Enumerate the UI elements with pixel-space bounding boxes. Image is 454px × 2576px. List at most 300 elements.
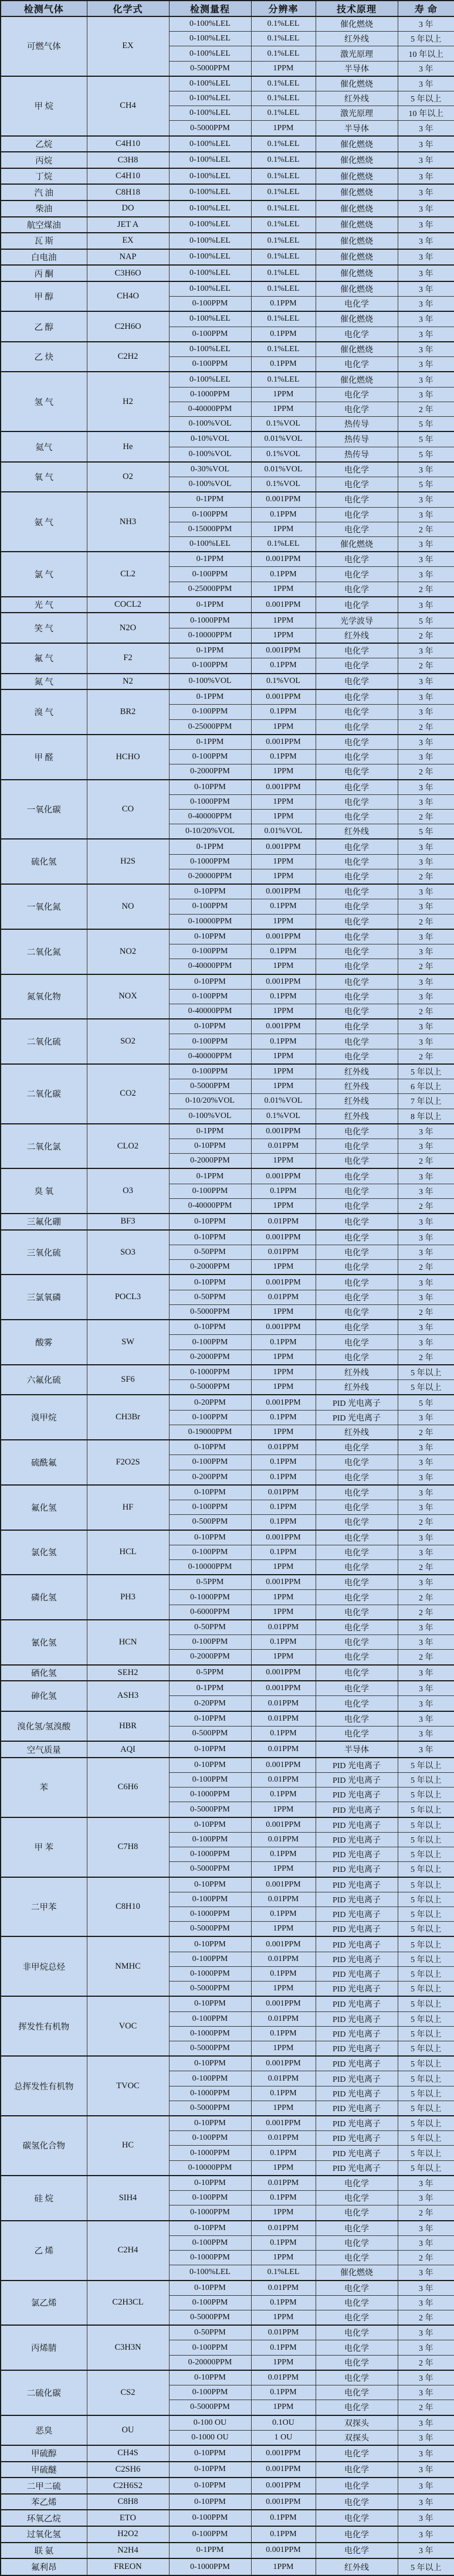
gas-name-cell: 氟利昂 — [1, 2558, 87, 2575]
range-cell: 0-10PPM — [169, 2116, 251, 2131]
principle-cell: 电化学 — [316, 1620, 398, 1635]
principle-cell: PID 光电离子 — [316, 1832, 398, 1847]
formula-cell: CL2 — [87, 552, 169, 597]
range-cell: 0-100 OU — [169, 2415, 251, 2431]
formula-cell: PH3 — [87, 1575, 169, 1620]
resolution-cell: 1PPM — [251, 1380, 316, 1395]
table-row — [1, 2176, 454, 2191]
resolution-cell: 0.1%LEL — [251, 200, 316, 217]
range-cell: 0-1PPM — [169, 492, 251, 507]
principle-cell: 电化学 — [316, 297, 398, 312]
formula-cell: HF — [87, 1485, 169, 1530]
lifespan-cell: 3 年 — [398, 2295, 454, 2310]
principle-cell: 电化学 — [316, 1696, 398, 1711]
gas-name-cell: 氰化氢 — [1, 1620, 87, 1665]
resolution-cell: 0.001PPM — [251, 552, 316, 567]
lifespan-cell: 3 年 — [398, 2510, 454, 2526]
formula-cell: SEH2 — [87, 1665, 169, 1681]
table-row — [1, 735, 454, 750]
range-cell: 0-1000PPM — [169, 1787, 251, 1802]
range-cell: 0-5000PPM — [169, 2400, 251, 2415]
resolution-cell: 1PPM — [251, 1198, 316, 1214]
lifespan-cell: 5 年以上 — [398, 1982, 454, 1997]
principle-cell: 电化学 — [316, 552, 398, 567]
resolution-cell: 0.001PPM — [251, 1681, 316, 1696]
range-cell: 0-100%LEL — [169, 184, 251, 200]
gas-name-cell: 二氧化硫 — [1, 1019, 87, 1064]
lifespan-cell: 2 年 — [398, 869, 454, 884]
range-cell: 0-10PPM — [169, 1877, 251, 1892]
principle-cell: 催化燃烧 — [316, 2265, 398, 2281]
range-cell: 0-100PPM — [169, 2071, 251, 2086]
principle-cell: 电化学 — [316, 2295, 398, 2310]
lifespan-cell: 3 年 — [398, 1440, 454, 1455]
lifespan-cell: 3 年 — [398, 536, 454, 552]
table-row — [1, 929, 454, 944]
gas-name-cell: 汽 油 — [1, 184, 87, 200]
principle-cell: 电化学 — [316, 2325, 398, 2340]
gas-name-cell: 乙 醇 — [1, 311, 87, 342]
formula-cell: N2O — [87, 613, 169, 643]
resolution-cell: 0.1%VOL — [251, 674, 316, 690]
principle-cell: 电化学 — [316, 1485, 398, 1500]
resolution-cell: 1PPM — [251, 1425, 316, 1440]
principle-cell: 红外线 — [316, 628, 398, 643]
resolution-cell: 1PPM — [251, 2355, 316, 2370]
gas-name-cell: 二硫化碳 — [1, 2370, 87, 2415]
resolution-cell: 0.1%LEL — [251, 136, 316, 152]
gas-name-cell: 三氯氧磷 — [1, 1275, 87, 1320]
range-cell: 0-1PPM — [169, 689, 251, 705]
resolution-cell: 0.001PPM — [251, 1877, 316, 1892]
gas-name-cell: 氧 气 — [1, 462, 87, 492]
formula-cell: N2 — [87, 674, 169, 690]
principle-cell: 催化燃烧 — [316, 233, 398, 249]
resolution-cell: 0.1PPM — [251, 1470, 316, 1485]
table-row — [1, 1575, 454, 1590]
gas-name-cell: 臭 氧 — [1, 1168, 87, 1214]
resolution-cell: 0.001PPM — [251, 1817, 316, 1833]
principle-cell: 电化学 — [316, 1515, 398, 1530]
range-cell: 0-100PPM — [169, 1832, 251, 1847]
principle-cell: 电化学 — [316, 1470, 398, 1485]
principle-cell: 电化学 — [316, 869, 398, 884]
resolution-cell: 0.001PPM — [251, 2056, 316, 2071]
lifespan-cell: 3 年 — [398, 61, 454, 76]
table-row — [1, 1936, 454, 1952]
resolution-cell: 0.001PPM — [251, 1936, 316, 1952]
table-row — [1, 136, 454, 152]
resolution-cell: 0.1PPM — [251, 2526, 316, 2543]
table-row — [1, 1019, 454, 1034]
formula-cell: C4H10 — [87, 136, 169, 152]
table-row — [1, 492, 454, 507]
resolution-cell: 0.001PPM — [251, 1530, 316, 1545]
lifespan-cell: 2 年 — [398, 719, 454, 735]
principle-cell: 电化学 — [316, 1545, 398, 1559]
table-row — [1, 1320, 454, 1335]
lifespan-cell: 3 年 — [398, 1184, 454, 1198]
resolution-cell: 1PPM — [251, 2558, 316, 2575]
range-cell: 0-100PPM — [169, 944, 251, 959]
range-cell: 0-20PPM — [169, 1696, 251, 1711]
range-cell: 0-1000PPM — [169, 2558, 251, 2575]
principle-cell: 催化燃烧 — [316, 168, 398, 185]
principle-cell: 电化学 — [316, 2400, 398, 2415]
lifespan-cell: 5 年以上 — [398, 2160, 454, 2176]
lifespan-cell: 3 年 — [398, 899, 454, 914]
lifespan-cell: 3 年 — [398, 76, 454, 91]
gas-name-cell: 硫化氢 — [1, 839, 87, 884]
range-cell: 0-20000PPM — [169, 2355, 251, 2370]
lifespan-cell: 3 年 — [398, 462, 454, 477]
table-row — [1, 462, 454, 477]
range-cell: 0-100PPM — [169, 1034, 251, 1049]
principle-cell: 电化学 — [316, 719, 398, 735]
resolution-cell: 1PPM — [251, 1605, 316, 1620]
principle-cell: 电化学 — [316, 854, 398, 869]
lifespan-cell: 3 年 — [398, 2445, 454, 2462]
range-cell: 0-10PPM — [169, 1996, 251, 2011]
range-cell: 0-1PPM — [169, 839, 251, 854]
principle-cell: PID 光电离子 — [316, 1892, 398, 1906]
gas-name-cell: 丙烯腈 — [1, 2325, 87, 2370]
gas-name-cell: 硅 烷 — [1, 2176, 87, 2221]
resolution-cell: 0.001PPM — [251, 929, 316, 944]
range-cell: 0-100%LEL — [169, 136, 251, 152]
principle-cell: 电化学 — [316, 959, 398, 974]
formula-cell: SF6 — [87, 1365, 169, 1395]
lifespan-cell: 5 年 — [398, 824, 454, 840]
range-cell: 0-100PPM — [169, 1773, 251, 1787]
range-cell: 0-5000PPM — [169, 1922, 251, 1937]
table-row — [1, 1064, 454, 1079]
principle-cell: PID 光电离子 — [316, 2011, 398, 2026]
principle-cell: 电化学 — [316, 944, 398, 959]
gas-name-cell: 苯 — [1, 1758, 87, 1817]
range-cell: 0-1PPM — [169, 552, 251, 567]
table-row — [1, 200, 454, 217]
resolution-cell: 0.001PPM — [251, 597, 316, 613]
formula-cell: C7H8 — [87, 1817, 169, 1877]
formula-cell: F2 — [87, 643, 169, 674]
resolution-cell: 0.1%LEL — [251, 281, 316, 297]
gas-name-cell: 丙 酮 — [1, 265, 87, 281]
formula-cell: CLO2 — [87, 1124, 169, 1169]
principle-cell: 电化学 — [316, 492, 398, 507]
formula-cell: C2H6S2 — [87, 2478, 169, 2494]
formula-cell: SO2 — [87, 1019, 169, 1064]
resolution-cell: 1PPM — [251, 1049, 316, 1064]
resolution-cell: 1PPM — [251, 1802, 316, 1817]
gas-name-cell: 氯化氢 — [1, 1530, 87, 1575]
gas-name-cell: 溴甲烷 — [1, 1395, 87, 1440]
lifespan-cell: 10 年以上 — [398, 46, 454, 61]
gas-name-cell: 丙烷 — [1, 152, 87, 168]
resolution-cell: 0.1PPM — [251, 750, 316, 764]
principle-cell: 电化学 — [316, 327, 398, 342]
range-cell: 0-1000 OU — [169, 2430, 251, 2445]
lifespan-cell: 5 年以上 — [398, 1832, 454, 1847]
principle-cell: PID 光电离子 — [316, 2131, 398, 2146]
principle-cell: 电化学 — [316, 899, 398, 914]
gas-name-cell: 二甲二硫 — [1, 2478, 87, 2494]
principle-cell: 电化学 — [316, 884, 398, 899]
formula-cell: JET A — [87, 217, 169, 233]
lifespan-cell: 3 年 — [398, 233, 454, 249]
lifespan-cell: 5 年以上 — [398, 32, 454, 46]
principle-cell: 催化燃烧 — [316, 16, 398, 32]
lifespan-cell: 3 年 — [398, 2370, 454, 2385]
lifespan-cell: 3 年 — [398, 929, 454, 944]
resolution-cell: 1PPM — [251, 914, 316, 929]
resolution-cell: 1PPM — [251, 809, 316, 824]
formula-cell: TVOC — [87, 2056, 169, 2116]
lifespan-cell: 3 年 — [398, 200, 454, 217]
range-cell: 0-1000PPM — [169, 1966, 251, 1981]
gas-name-cell: 溴化氢/氢溴酸 — [1, 1711, 87, 1742]
lifespan-cell: 3 年 — [398, 2415, 454, 2431]
range-cell: 0-5000PPM — [169, 1982, 251, 1997]
lifespan-cell: 5 年以上 — [398, 1996, 454, 2011]
range-cell: 0-40000PPM — [169, 959, 251, 974]
range-cell: 0-100PPM — [169, 357, 251, 372]
formula-cell: C3H6O — [87, 265, 169, 281]
lifespan-cell: 5 年以上 — [398, 1892, 454, 1906]
header-row — [1, 1, 454, 16]
resolution-cell: 0.1PPM — [251, 1966, 316, 1981]
range-cell: 0-1000PPM — [169, 1847, 251, 1862]
formula-cell: H2 — [87, 372, 169, 431]
table-row — [1, 613, 454, 628]
principle-cell: 催化燃烧 — [316, 311, 398, 327]
range-cell: 0-40000PPM — [169, 1049, 251, 1064]
principle-cell: 电化学 — [316, 2310, 398, 2325]
gas-name-cell: 二甲苯 — [1, 1877, 87, 1937]
principle-cell: 电化学 — [316, 1230, 398, 1245]
table-row — [1, 1665, 454, 1681]
table-row — [1, 184, 454, 200]
principle-cell: 红外线 — [316, 91, 398, 106]
range-cell: 0-100%LEL — [169, 106, 251, 121]
principle-cell: 电化学 — [316, 1559, 398, 1575]
resolution-cell: 0.1%LEL — [251, 152, 316, 168]
gas-name-cell: 氟 气 — [1, 643, 87, 674]
gas-name-cell: 碳氢化合物 — [1, 2116, 87, 2176]
resolution-cell: 0.1%VOL — [251, 477, 316, 492]
range-cell: 0-10PPM — [169, 1440, 251, 1455]
resolution-cell: 0.1%LEL — [251, 536, 316, 552]
range-cell: 0-10000PPM — [169, 1559, 251, 1575]
range-cell: 0-40000PPM — [169, 809, 251, 824]
gas-name-cell: 氢 气 — [1, 372, 87, 431]
range-cell: 0-10PPM — [169, 974, 251, 990]
gas-name-cell: 氯 气 — [1, 552, 87, 597]
range-cell: 0-100PPM — [169, 1410, 251, 1425]
range-cell: 0-100%VOL — [169, 417, 251, 432]
principle-cell: PID 光电离子 — [316, 1996, 398, 2011]
lifespan-cell: 3 年 — [398, 1530, 454, 1545]
resolution-cell: 0.001PPM — [251, 1320, 316, 1335]
principle-cell: PID 光电离子 — [316, 1906, 398, 1921]
resolution-cell: 0.1PPM — [251, 1034, 316, 1049]
range-cell: 0-20PPM — [169, 1395, 251, 1410]
range-cell: 0-100%LEL — [169, 46, 251, 61]
principle-cell: 电化学 — [316, 2281, 398, 2296]
range-cell: 0-6000PPM — [169, 1605, 251, 1620]
lifespan-cell: 2 年 — [398, 2400, 454, 2415]
table-row — [1, 2462, 454, 2478]
lifespan-cell: 5 年以上 — [398, 1802, 454, 1817]
principle-cell: 红外线 — [316, 1079, 398, 1094]
range-cell: 0-100%VOL — [169, 1109, 251, 1124]
principle-cell: PID 光电离子 — [316, 2071, 398, 2086]
range-cell: 0-10PPM — [169, 1214, 251, 1230]
principle-cell: 电化学 — [316, 2510, 398, 2526]
lifespan-cell: 2 年 — [398, 1350, 454, 1365]
range-cell: 0-19000PPM — [169, 1425, 251, 1440]
formula-cell: H2S — [87, 839, 169, 884]
principle-cell: 电化学 — [316, 357, 398, 372]
gas-name-cell: 总挥发性有机物 — [1, 2056, 87, 2116]
resolution-cell: 0.1%LEL — [251, 76, 316, 91]
principle-cell: 电化学 — [316, 658, 398, 674]
table-row — [1, 265, 454, 281]
principle-cell: 激光原理 — [316, 46, 398, 61]
formula-cell: SIH4 — [87, 2176, 169, 2221]
lifespan-cell: 3 年 — [398, 1455, 454, 1470]
range-cell: 0-1PPM — [169, 1681, 251, 1696]
principle-cell: 催化燃烧 — [316, 249, 398, 266]
lifespan-cell: 3 年 — [398, 567, 454, 582]
lifespan-cell: 3 年 — [398, 1230, 454, 1245]
principle-cell: 催化燃烧 — [316, 265, 398, 281]
principle-cell: 电化学 — [316, 2445, 398, 2462]
lifespan-cell: 2 年 — [398, 809, 454, 824]
lifespan-cell: 2 年 — [398, 1425, 454, 1440]
lifespan-cell: 3 年 — [398, 552, 454, 567]
formula-cell: H2O2 — [87, 2526, 169, 2543]
range-cell: 0-10000PPM — [169, 628, 251, 643]
resolution-cell: 0.01PPM — [251, 2221, 316, 2236]
table-row — [1, 76, 454, 91]
range-cell: 0-100%LEL — [169, 281, 251, 297]
range-cell: 0-100%LEL — [169, 233, 251, 249]
range-cell: 0-2000PPM — [169, 1650, 251, 1665]
principle-cell: 电化学 — [316, 2543, 398, 2559]
resolution-cell: 0.1PPM — [251, 1410, 316, 1425]
formula-cell: AQI — [87, 1741, 169, 1758]
resolution-cell: 0.01%VOL — [251, 824, 316, 840]
resolution-cell: 0.1PPM — [251, 1847, 316, 1862]
resolution-cell: 0.1%LEL — [251, 342, 316, 357]
lifespan-cell: 3 年 — [398, 1410, 454, 1425]
gas-name-cell: 瓦 斯 — [1, 233, 87, 249]
gas-name-cell: 氮 气 — [1, 674, 87, 690]
lifespan-cell: 3 年 — [398, 327, 454, 342]
range-cell: 0-10PPM — [169, 1758, 251, 1773]
resolution-cell: 1PPM — [251, 1559, 316, 1575]
lifespan-cell: 2 年 — [398, 402, 454, 416]
range-cell: 0-10PPM — [169, 780, 251, 795]
resolution-cell: 0.1%VOL — [251, 417, 316, 432]
formula-cell: FREON — [87, 2558, 169, 2575]
range-cell: 0-5000PPM — [169, 1380, 251, 1395]
lifespan-cell: 3 年 — [398, 884, 454, 899]
range-cell: 0-100PPM — [169, 1335, 251, 1350]
principle-cell: PID 光电离子 — [316, 1952, 398, 1966]
lifespan-cell: 5 年以上 — [398, 1847, 454, 1862]
table-row — [1, 1365, 454, 1380]
principle-cell: 电化学 — [316, 597, 398, 613]
range-cell: 0-2000PPM — [169, 764, 251, 780]
resolution-cell: 1PPM — [251, 1304, 316, 1320]
principle-cell: 电化学 — [316, 1320, 398, 1335]
resolution-cell: 0.01%VOL — [251, 431, 316, 447]
resolution-cell: 0.01%VOL — [251, 462, 316, 477]
range-cell: 0-10PPM — [169, 1711, 251, 1727]
table-row — [1, 2056, 454, 2071]
lifespan-cell: 5 年以上 — [398, 2101, 454, 2116]
lifespan-cell: 3 年 — [398, 1034, 454, 1049]
lifespan-cell: 3 年 — [398, 2221, 454, 2236]
principle-cell: PID 光电离子 — [316, 2116, 398, 2131]
lifespan-cell: 2 年 — [398, 1004, 454, 1019]
lifespan-cell: 5 年 — [398, 613, 454, 628]
lifespan-cell: 5 年以上 — [398, 1787, 454, 1802]
range-cell: 0-100PPM — [169, 1500, 251, 1515]
range-cell: 0-100%LEL — [169, 152, 251, 168]
gas-name-cell: 酸雾 — [1, 1320, 87, 1365]
principle-cell: 电化学 — [316, 809, 398, 824]
table-row — [1, 2370, 454, 2385]
gas-name-cell: 甲 醛 — [1, 735, 87, 780]
lifespan-cell: 3 年 — [398, 1681, 454, 1696]
table-row — [1, 1230, 454, 1245]
principle-cell: 电化学 — [316, 567, 398, 582]
lifespan-cell: 5 年以上 — [398, 1817, 454, 1833]
lifespan-cell: 3 年 — [398, 1214, 454, 1230]
lifespan-cell: 5 年以上 — [398, 91, 454, 106]
resolution-cell: 0.1PPM — [251, 1906, 316, 1921]
principle-cell: 红外线 — [316, 1425, 398, 1440]
lifespan-cell: 3 年 — [398, 1139, 454, 1154]
resolution-cell: 1PPM — [251, 959, 316, 974]
range-cell: 0-1000PPM — [169, 387, 251, 402]
table-row — [1, 249, 454, 266]
table-row — [1, 16, 454, 32]
lifespan-cell: 3 年 — [398, 1290, 454, 1304]
lifespan-cell: 5 年以上 — [398, 1952, 454, 1966]
range-cell: 0-5000PPM — [169, 2101, 251, 2116]
lifespan-cell: 3 年 — [398, 854, 454, 869]
principle-cell: 电化学 — [316, 1575, 398, 1590]
lifespan-cell: 3 年 — [398, 387, 454, 402]
formula-cell: CO — [87, 780, 169, 840]
lifespan-cell: 7 年以上 — [398, 1094, 454, 1109]
lifespan-cell: 3 年 — [398, 1635, 454, 1650]
resolution-cell: 1PPM — [251, 1922, 316, 1937]
lifespan-cell: 5 年以上 — [398, 1862, 454, 1877]
principle-cell: PID 光电离子 — [316, 1817, 398, 1833]
resolution-cell: 0.1%LEL — [251, 32, 316, 46]
resolution-cell: 0.001PPM — [251, 1575, 316, 1590]
resolution-cell: 1PPM — [251, 2101, 316, 2116]
table-row — [1, 1275, 454, 1290]
resolution-cell: 0.001PPM — [251, 1665, 316, 1681]
range-cell: 0-25000PPM — [169, 582, 251, 597]
range-cell: 0-40000PPM — [169, 1004, 251, 1019]
